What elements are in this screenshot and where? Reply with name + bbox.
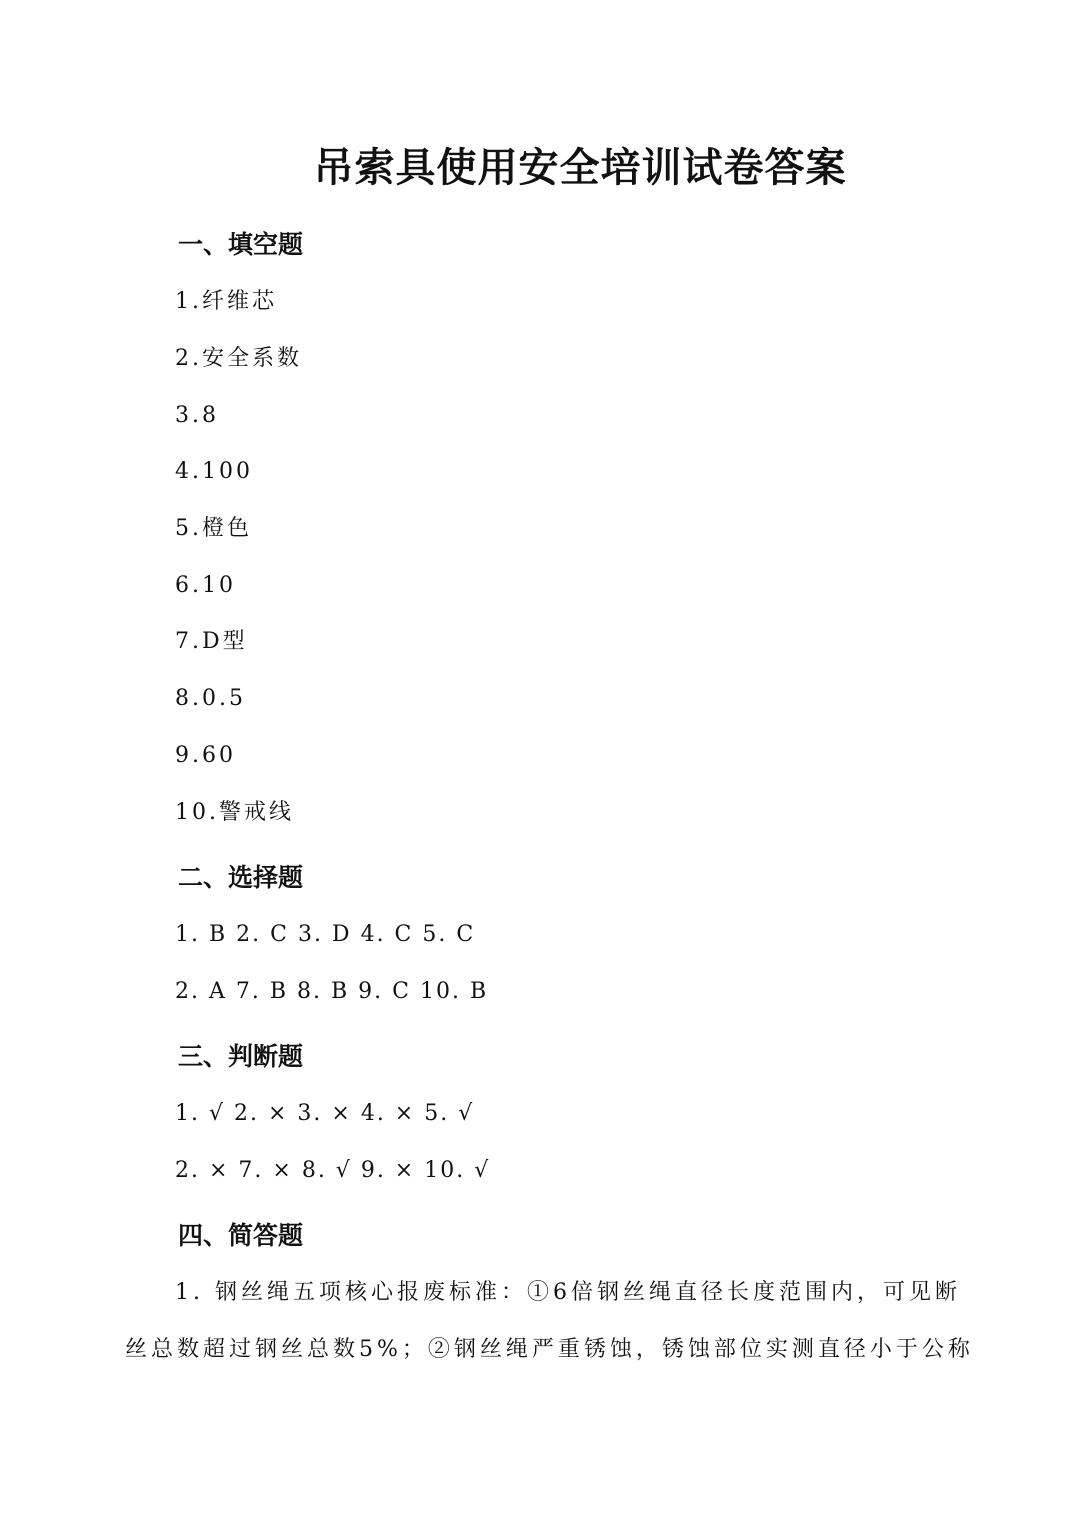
- short-answer-line-2: 丝总数超过钢丝总数5%；②钢丝绳严重锈蚀，锈蚀部位实测直径小于公称: [125, 1337, 974, 1362]
- fill-blank-answer-8: 8.0.5: [175, 686, 246, 711]
- section-heading-true-false: 三、判断题: [178, 1042, 304, 1071]
- true-false-answers-row-1: 1. √ 2. × 3. × 4. × 5. √: [175, 1101, 475, 1126]
- section-heading-fill-blank: 一、填空题: [178, 230, 304, 259]
- fill-blank-answer-5: 5.橙色: [175, 516, 252, 541]
- fill-blank-answer-10: 10.警戒线: [175, 800, 294, 825]
- fill-blank-answer-1: 1.纤维芯: [175, 289, 277, 314]
- section-heading-short-answer: 四、简答题: [178, 1221, 304, 1250]
- choice-answers-row-1: 1. B 2. C 3. D 4. C 5. C: [175, 922, 476, 947]
- fill-blank-answer-6: 6.10: [175, 573, 236, 598]
- fill-blank-answer-4: 4.100: [175, 459, 253, 484]
- section-heading-multiple-choice: 二、选择题: [178, 863, 304, 892]
- fill-blank-answer-9: 9.60: [175, 743, 236, 768]
- fill-blank-answer-2: 2.安全系数: [175, 346, 302, 371]
- choice-answers-row-2: 2. A 7. B 8. B 9. C 10. B: [175, 979, 489, 1004]
- fill-blank-answer-3: 3.8: [175, 403, 219, 428]
- fill-blank-answer-7: 7.D型: [175, 629, 248, 654]
- document-title: 吊索具使用安全培训试卷答案: [313, 145, 847, 191]
- true-false-answers-row-2: 2. × 7. × 8. √ 9. × 10. √: [175, 1158, 491, 1183]
- short-answer-line-1: 1. 钢丝绳五项核心报废标准：①6倍钢丝绳直径长度范围内，可见断: [175, 1280, 961, 1305]
